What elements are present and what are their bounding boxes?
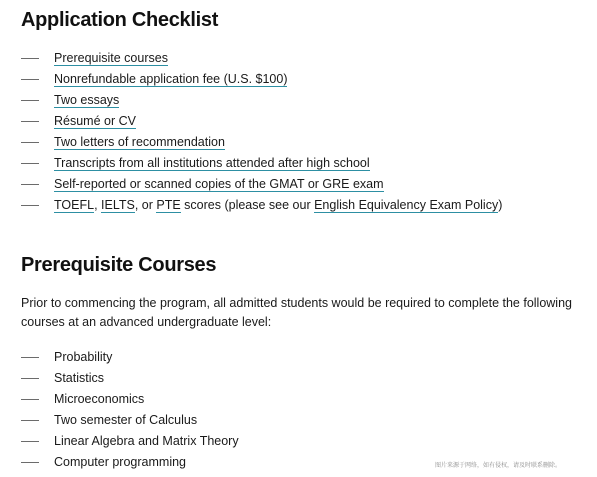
toefl-link[interactable]: TOEFL — [54, 198, 95, 212]
closing-paren-text: ) — [498, 198, 503, 212]
dash-bullet-icon — [21, 100, 39, 101]
list-item — [21, 69, 502, 90]
prerequisite-courses-heading: Prerequisite Courses — [21, 254, 217, 276]
prerequisite-courses-link[interactable]: Prerequisite courses — [54, 51, 168, 65]
prerequisites-intro: Prior to commencing the program, all admitted students would be required to complete the following courses at an advanced undergraduate level: — [21, 296, 572, 329]
separator-text: , — [94, 198, 102, 212]
list-item — [21, 431, 239, 452]
list-item — [21, 153, 502, 174]
two-essays-link[interactable]: Two essays — [54, 93, 120, 107]
course-label: Two semester of Calculus — [54, 413, 198, 427]
dash-bullet-icon — [21, 462, 39, 463]
dash-bullet-icon — [21, 378, 39, 379]
dash-bullet-icon — [21, 205, 39, 206]
resume-cv-link[interactable]: Résumé or CV — [54, 114, 136, 128]
list-item — [21, 90, 502, 111]
gmat-gre-link[interactable]: Self-reported or scanned copies of the GMAT or GRE exam — [54, 177, 384, 191]
watermark-text: 图片来源于网络，如有侵权，请及时联系删除。 — [434, 462, 561, 469]
scores-text: scores (please see our — [180, 198, 315, 212]
separator-text: , or — [134, 198, 157, 212]
list-item — [21, 452, 239, 473]
list-item — [21, 368, 239, 389]
course-label: Computer programming — [54, 455, 186, 469]
dash-bullet-icon — [21, 399, 39, 400]
application-checklist-heading: Application Checklist — [21, 9, 219, 31]
dash-bullet-icon — [21, 58, 39, 59]
english-equivalency-policy-link[interactable]: English Equivalency Exam Policy — [314, 198, 499, 212]
list-item — [21, 389, 239, 410]
dash-bullet-icon — [21, 184, 39, 185]
dash-bullet-icon — [21, 142, 39, 143]
ielts-link[interactable]: IELTS — [101, 198, 135, 212]
dash-bullet-icon — [21, 357, 39, 358]
list-item — [21, 410, 239, 431]
list-item — [21, 132, 502, 153]
course-label: Linear Algebra and Matrix Theory — [54, 434, 239, 448]
dash-bullet-icon — [21, 163, 39, 164]
dash-bullet-icon — [21, 420, 39, 421]
course-label: Probability — [54, 350, 113, 364]
course-label: Statistics — [54, 371, 105, 385]
list-item — [21, 347, 239, 368]
prerequisite-courses-list — [21, 347, 239, 473]
list-item — [21, 195, 502, 216]
transcripts-link[interactable]: Transcripts from all institutions attended after high school — [54, 156, 370, 170]
dash-bullet-icon — [21, 441, 39, 442]
pte-link[interactable]: PTE — [156, 198, 181, 212]
application-checklist — [21, 48, 502, 216]
list-item — [21, 111, 502, 132]
letters-of-recommendation-link[interactable]: Two letters of recommendation — [54, 135, 225, 149]
dash-bullet-icon — [21, 79, 39, 80]
list-item — [21, 174, 502, 195]
dash-bullet-icon — [21, 121, 39, 122]
application-fee-link[interactable]: Nonrefundable application fee (U.S. $100) — [54, 72, 288, 86]
list-item — [21, 48, 502, 69]
course-label: Microeconomics — [54, 392, 145, 406]
